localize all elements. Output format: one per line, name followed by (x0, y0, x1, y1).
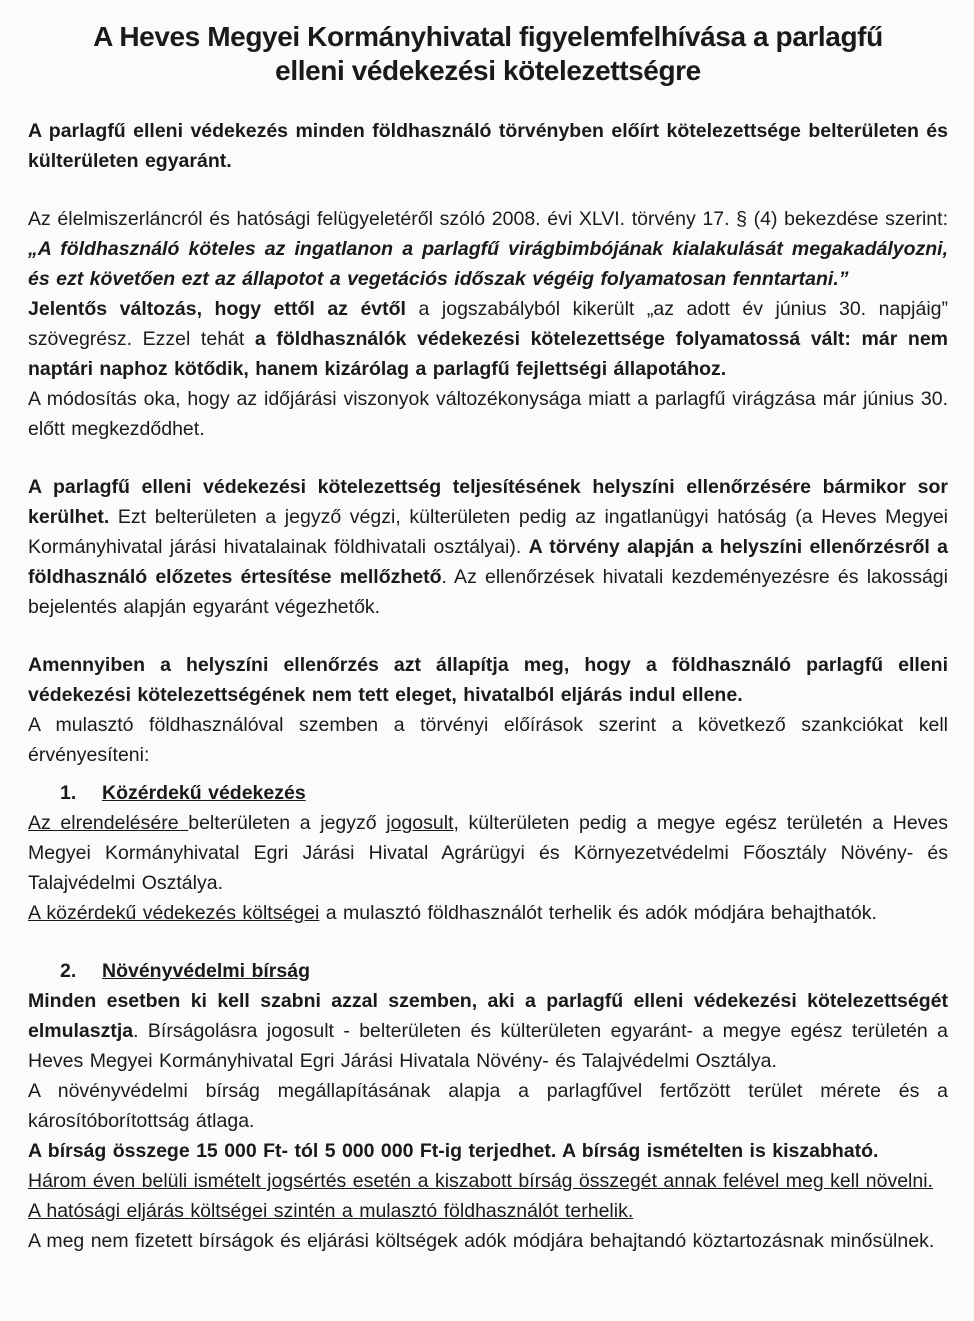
text-run: A mulasztó földhasználóval szemben a törvényi előírások szerint a következő szankciókat kell érvényesíteni: (28, 714, 948, 766)
text-run: Közérdekű védekezés (102, 782, 306, 804)
paragraph (28, 1196, 948, 1226)
text-run: Minden esetben ki kell szabni azzal szemben, aki a parlagfű elleni védekezési kötelezettségét elmulasztja (28, 990, 948, 1042)
paragraph (28, 294, 948, 384)
paragraph (28, 204, 948, 294)
text-run: , külterületen pedig a megye egész területén a Heves Megyei Kormányhivatal Egri Járási Hivatal Agrárügyi és Környezetvédelmi Főosztály Növény- és Talajvédelmi Osztálya. (28, 812, 949, 894)
paragraph (28, 808, 948, 898)
paragraph (28, 986, 948, 1076)
paragraph (28, 1136, 948, 1166)
section-number: 1. (60, 782, 77, 804)
text-run: A parlagfű elleni védekezési kötelezettség teljesítésének helyszíni ellenőrzésére bármikor sor kerülhet. (28, 476, 948, 528)
text-run: A hatósági eljárás költségei szintén a mulasztó földhasználót terhelik. (28, 1200, 634, 1222)
section-heading (28, 956, 948, 986)
section-number: 2. (60, 960, 77, 982)
paragraph (28, 710, 948, 770)
paragraph (28, 898, 948, 928)
text-run: Ezt belterületen a jegyző végzi, külterületen pedig az ingatlanügyi hatóság (a Heves Megyei Kormányhivatal járási hivatalainak földhivatali osztályai). (28, 506, 948, 558)
text-run: jogosult (386, 812, 454, 834)
text-run: a jogszabályból kikerült „az adott év június 30. napjáig” szövegrész. Ezzel tehát (28, 298, 949, 350)
text-run: Amennyiben a helyszíni ellenőrzés azt állapítja meg, hogy a földhasználó parlagfű elleni védekezési kötelezettségének nem tett eleget, hivatalból eljárás indul ellene. (28, 654, 948, 706)
text-run: A törvény alapján a helyszíni ellenőrzésről a földhasználó előzetes értesítése mellőzhető (28, 536, 948, 588)
text-run: A módosítás oka, hogy az időjárási viszonyok változékonysága miatt a parlagfű virágzása már június 30. előtt megkezdődhet. (28, 388, 948, 440)
text-run: Három éven belüli ismételt jogsértés esetén a kiszabott bírság összegét annak felével meg kell növelni. (28, 1170, 933, 1192)
paragraph (28, 1226, 948, 1256)
paragraph (28, 1166, 948, 1196)
text-run: belterületen a jegyző (188, 812, 387, 834)
text-run: Az elrendelésére (28, 812, 189, 834)
text-run: A bírság összege 15 000 Ft- tól 5 000 000 Ft-ig terjedhet. A bírság ismételten is kiszabható. (28, 1140, 879, 1162)
paragraph (28, 472, 948, 622)
text-run: „A földhasználó köteles az ingatlanon a parlagfű virágbimbójának kialakulását megakadályozni, és ezt követően ezt az állapotot a vegetációs időszak végéig folyamatosan fenntartani.” (28, 238, 948, 290)
section-heading (28, 778, 948, 808)
text-run: Növényvédelmi bírság (102, 960, 310, 982)
text-run: A meg nem fizetett bírságok és eljárási költségek adók módjára behajtandó köztartozásnak minősülnek. (28, 1230, 935, 1252)
paragraph (28, 116, 948, 176)
text-run: . Az ellenőrzések hivatali kezdeményezésre és lakossági bejelentés alapján egyaránt végezhetők. (28, 566, 948, 618)
text-run: A növényvédelmi bírság megállapításának alapja a parlagfűvel fertőzött terület mérete és a károsítóborítottság átlaga. (28, 1080, 948, 1132)
paragraph (28, 650, 948, 710)
text-run: Jelentős változás, hogy ettől az évtől (28, 298, 406, 320)
text-run: A parlagfű elleni védekezés minden földhasználó törvényben előírt kötelezettsége belterületen és külterületen egyaránt. (28, 120, 948, 172)
paragraph (28, 1076, 948, 1136)
text-run: A közérdekű védekezés költségei (28, 902, 320, 924)
text-run: Az élelmiszerláncról és hatósági felügyeletéről szóló 2008. évi XLVI. törvény 17. § (4) bekezdése szerint: (28, 208, 948, 230)
text-run: a földhasználók védekezési kötelezettsége folyamatossá vált: már nem naptári naphoz kötődik, hanem kizárólag a parlagfű fejlettségi állapotához. (28, 328, 948, 380)
text-run: . Bírságolásra jogosult - belterületen és külterületen egyaránt- a megye egész területén a Heves Megyei Kormányhivatal Egri Járási Hivatala Növény- és Talajvédelmi Osztálya. (28, 1020, 948, 1072)
document-body (28, 116, 948, 1256)
text-run: a mulasztó földhasználót terhelik és adók módjára behajthatók. (319, 902, 877, 924)
document-title: A Heves Megyei Kormányhivatal figyelemfelhívása a parlagfű elleni védekezési kötelezettségre (93, 21, 883, 86)
paragraph (28, 384, 948, 444)
